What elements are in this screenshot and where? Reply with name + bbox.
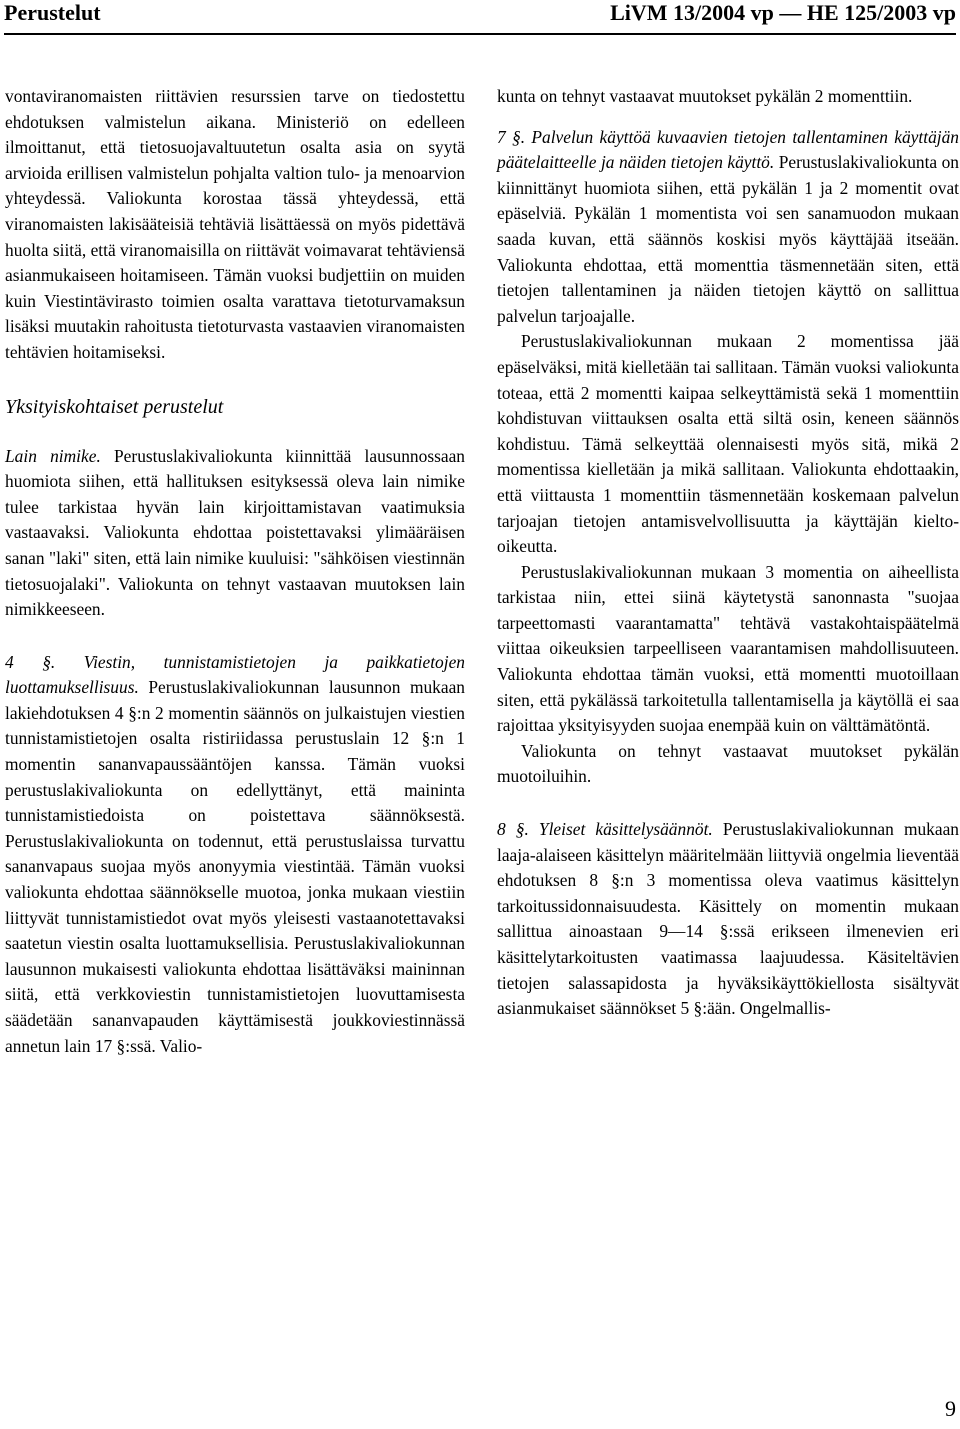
section-heading: Yksityiskohtaiset perustelut (5, 395, 224, 418)
paragraph-continuation: kunta on tehnyt vastaavat muutokset pykälän 2 momenttiin. (497, 86, 913, 106)
paragraph-lead: 8 §. Yleiset käsittelysäännöt. (497, 819, 713, 840)
paragraph-body: Perustuslakivaliokunta on kiinnittänyt huomiota siihen, että pykälän 1 ja 2 momentit ovat epäselviä. Pykälän 1 momentista voi sen sanamuodon mukaan saada kuvan, että säännös koskisi myös käyttäjää itseään. Valiokunta ehdottaa, että momenttia täsmennetään siten, että tietojen tallentaminen ja näiden tietojen käyttö on sallittua palvelun tarjoajalle. (497, 152, 959, 326)
page-number: 9 (945, 1396, 956, 1421)
header-rule (4, 33, 956, 35)
paragraph-moment-2: Perustuslakivaliokunnan mukaan 2 momentissa jää epäselväksi, mitä kielletään tai sallitaan. Tämän vuoksi valiokunta toteaa, että 2 momentti kaipaa selkeyttämistä sekä 1 momenttiin kohdistuvan viittauksen osalta että siltä osin, keneen säännös kohdistuu. Tämä selkeyttää olennaisesti myös sitä, mikä 2 momentissa kielletään ja mikä sallitaan. Valiokunta ehdottaakin, että viittausta 1 momenttiin täsmennetään koskemaan palvelun tarjoajan tietojen antamisvelvollisuutta ja käyttäjän kielto-oikeutta. (497, 331, 959, 557)
paragraph-lead: Lain nimike. (5, 445, 101, 466)
paragraph-lain-nimike (5, 444, 465, 623)
paragraph-section-8 (497, 817, 959, 1022)
paragraph-resources: vontaviranomaisten riittävien resurssien tarve on tiedostettu ehdotuksen valmistelun aikana. Ministeriö on edelleen ilmoittanut, että tietosuojavaltuutetun osalta asia on syytä arvioida erillisen valmistelun pohjalta valtion tulo- ja menoarvion yhteydessä. Valiokunta korostaa tässä yhteydessä, että viranomaisten lakisääteisiä tehtäviä lisättäessä on myös pidettävä huolta siitä, että viranomaisilla on riittävät voimavarat tehtäviensä asianmukaiseen hoitamiseen. Tämän vuoksi budjettiin on muiden kuin Viestintävirasto toimien osalta varattava tietoturvamaksun lisäksi muutakin rahoitusta tietoturvasta vastaavien viranomaisten tehtävien hoitamiseksi. (5, 86, 465, 362)
paragraph-body: Perustuslakivaliokunta kiinnittää lausunnossaan huomiota siihen, että hallituksen esityksessä oleva lain nimike tulee tarkistaa hyvän lain kirjoittamistavan vaatimuksia vastaavaksi. Valiokunta ehdottaa poistettavaksi ylimääräisen sanan "laki" siten, että lain nimike kuuluisi: "sähköisen viestinnän tietosuojalaki". Valiokunta on tehnyt vastaavan muutoksen lain nimikkeeseen. (5, 445, 465, 620)
left-column (5, 84, 465, 1059)
paragraph-body: Perustuslakivaliokunnan lausunnon mukaan lakiehdotuksen 4 §:n 2 momentin säännös on julkaistujen viestien tunnistamistietojen osalta ristiriidassa perustuslain 12 §:n 1 momentin sananvapaussääntöjen kanssa. Tämän vuoksi perustuslakivaliokunta on edellyttänyt, että maininta tunnistamistiedoista on poistettava säännöksestä. Perustuslakivaliokunta on todennut, että perustuslaissa turvattu sananvapaus suojaa myös anonyymia viestintää. Tämän vuoksi valiokunta ehdottaa säännökselle muotoa, jonka mukaan viestiin liittyvät tunnistamistiedot ovat myös yleisesti vastaanotettavaksi saatetun viestin osalta luottamuksellisia. Perustuslakivaliokunnan lausunnon mukaisesti valiokunta ehdottaa lisättäväksi maininnan siitä, että verkkoviestin tunnistamistietojen luovuttamisesta säädetään sananvapauden käyttämisestä joukkoviestinnässä annetun lain 17 §:ssä. Valio- (5, 677, 465, 1056)
paragraph-lead: 4 §. Viestin, tunnistamistietojen ja paikkatietojen luottamuksellisuus. (5, 651, 465, 698)
paragraph-body: Perustuslakivaliokunnan mukaan laaja-alaiseen käsittelyn määritelmään liittyviä ongelmia lieventää ehdotuksen 8 §:n 3 momentissa oleva vaatimus käsittelyn tarkoitussidonnaisuudesta. Käsittely on momentin mukaan sallittua ainoastaan 9—14 §:ssä erikseen ilmenevien eri käsittelytarkoitusten vaatimassa laajuudessa. Käsiteltävien tietojen salassapidosta ja hyväksikäyttökiellosta sisältyvät asianmukaiset säännökset 5 §:ään. Ongelmallis- (497, 819, 959, 1019)
paragraph-lead: 7 §. Palvelun käyttöä kuvaavien tietojen tallentaminen käyttäjän päätelaitteelle ja näiden tietojen käyttö. (497, 126, 959, 173)
paragraph-changes: Valiokunta on tehnyt vastaavat muutokset pykälän muotoiluihin. (497, 740, 959, 787)
paragraph-moment-3: Perustuslakivaliokunnan mukaan 3 momentia on aiheellista tarkistaa niin, ettei siinä käytetystä sanonnasta "suojaa tarpeettomasti vaarantamatta" tehtävä vastakohtaispäätelmä viittaa oikeuksien tarpeelliseen vaarantamisen mahdollisuuteen. Valiokunta ehdottaa tämän vuoksi, että momentti muotoillaan siten, että pykälässä tarkoitetulla tallentamisella ja käytöllä ei saa rajoittaa yksityisyyden suojaa enempää kuin on välttämätöntä. (497, 561, 959, 736)
section-title: Perustelut (4, 0, 101, 25)
paragraph-section-4 (5, 650, 465, 1060)
page-header (4, 0, 956, 30)
paragraph-section-7 (497, 125, 959, 330)
right-column (497, 84, 959, 1022)
document-reference: LiVM 13/2004 vp — HE 125/2003 vp (610, 0, 956, 25)
